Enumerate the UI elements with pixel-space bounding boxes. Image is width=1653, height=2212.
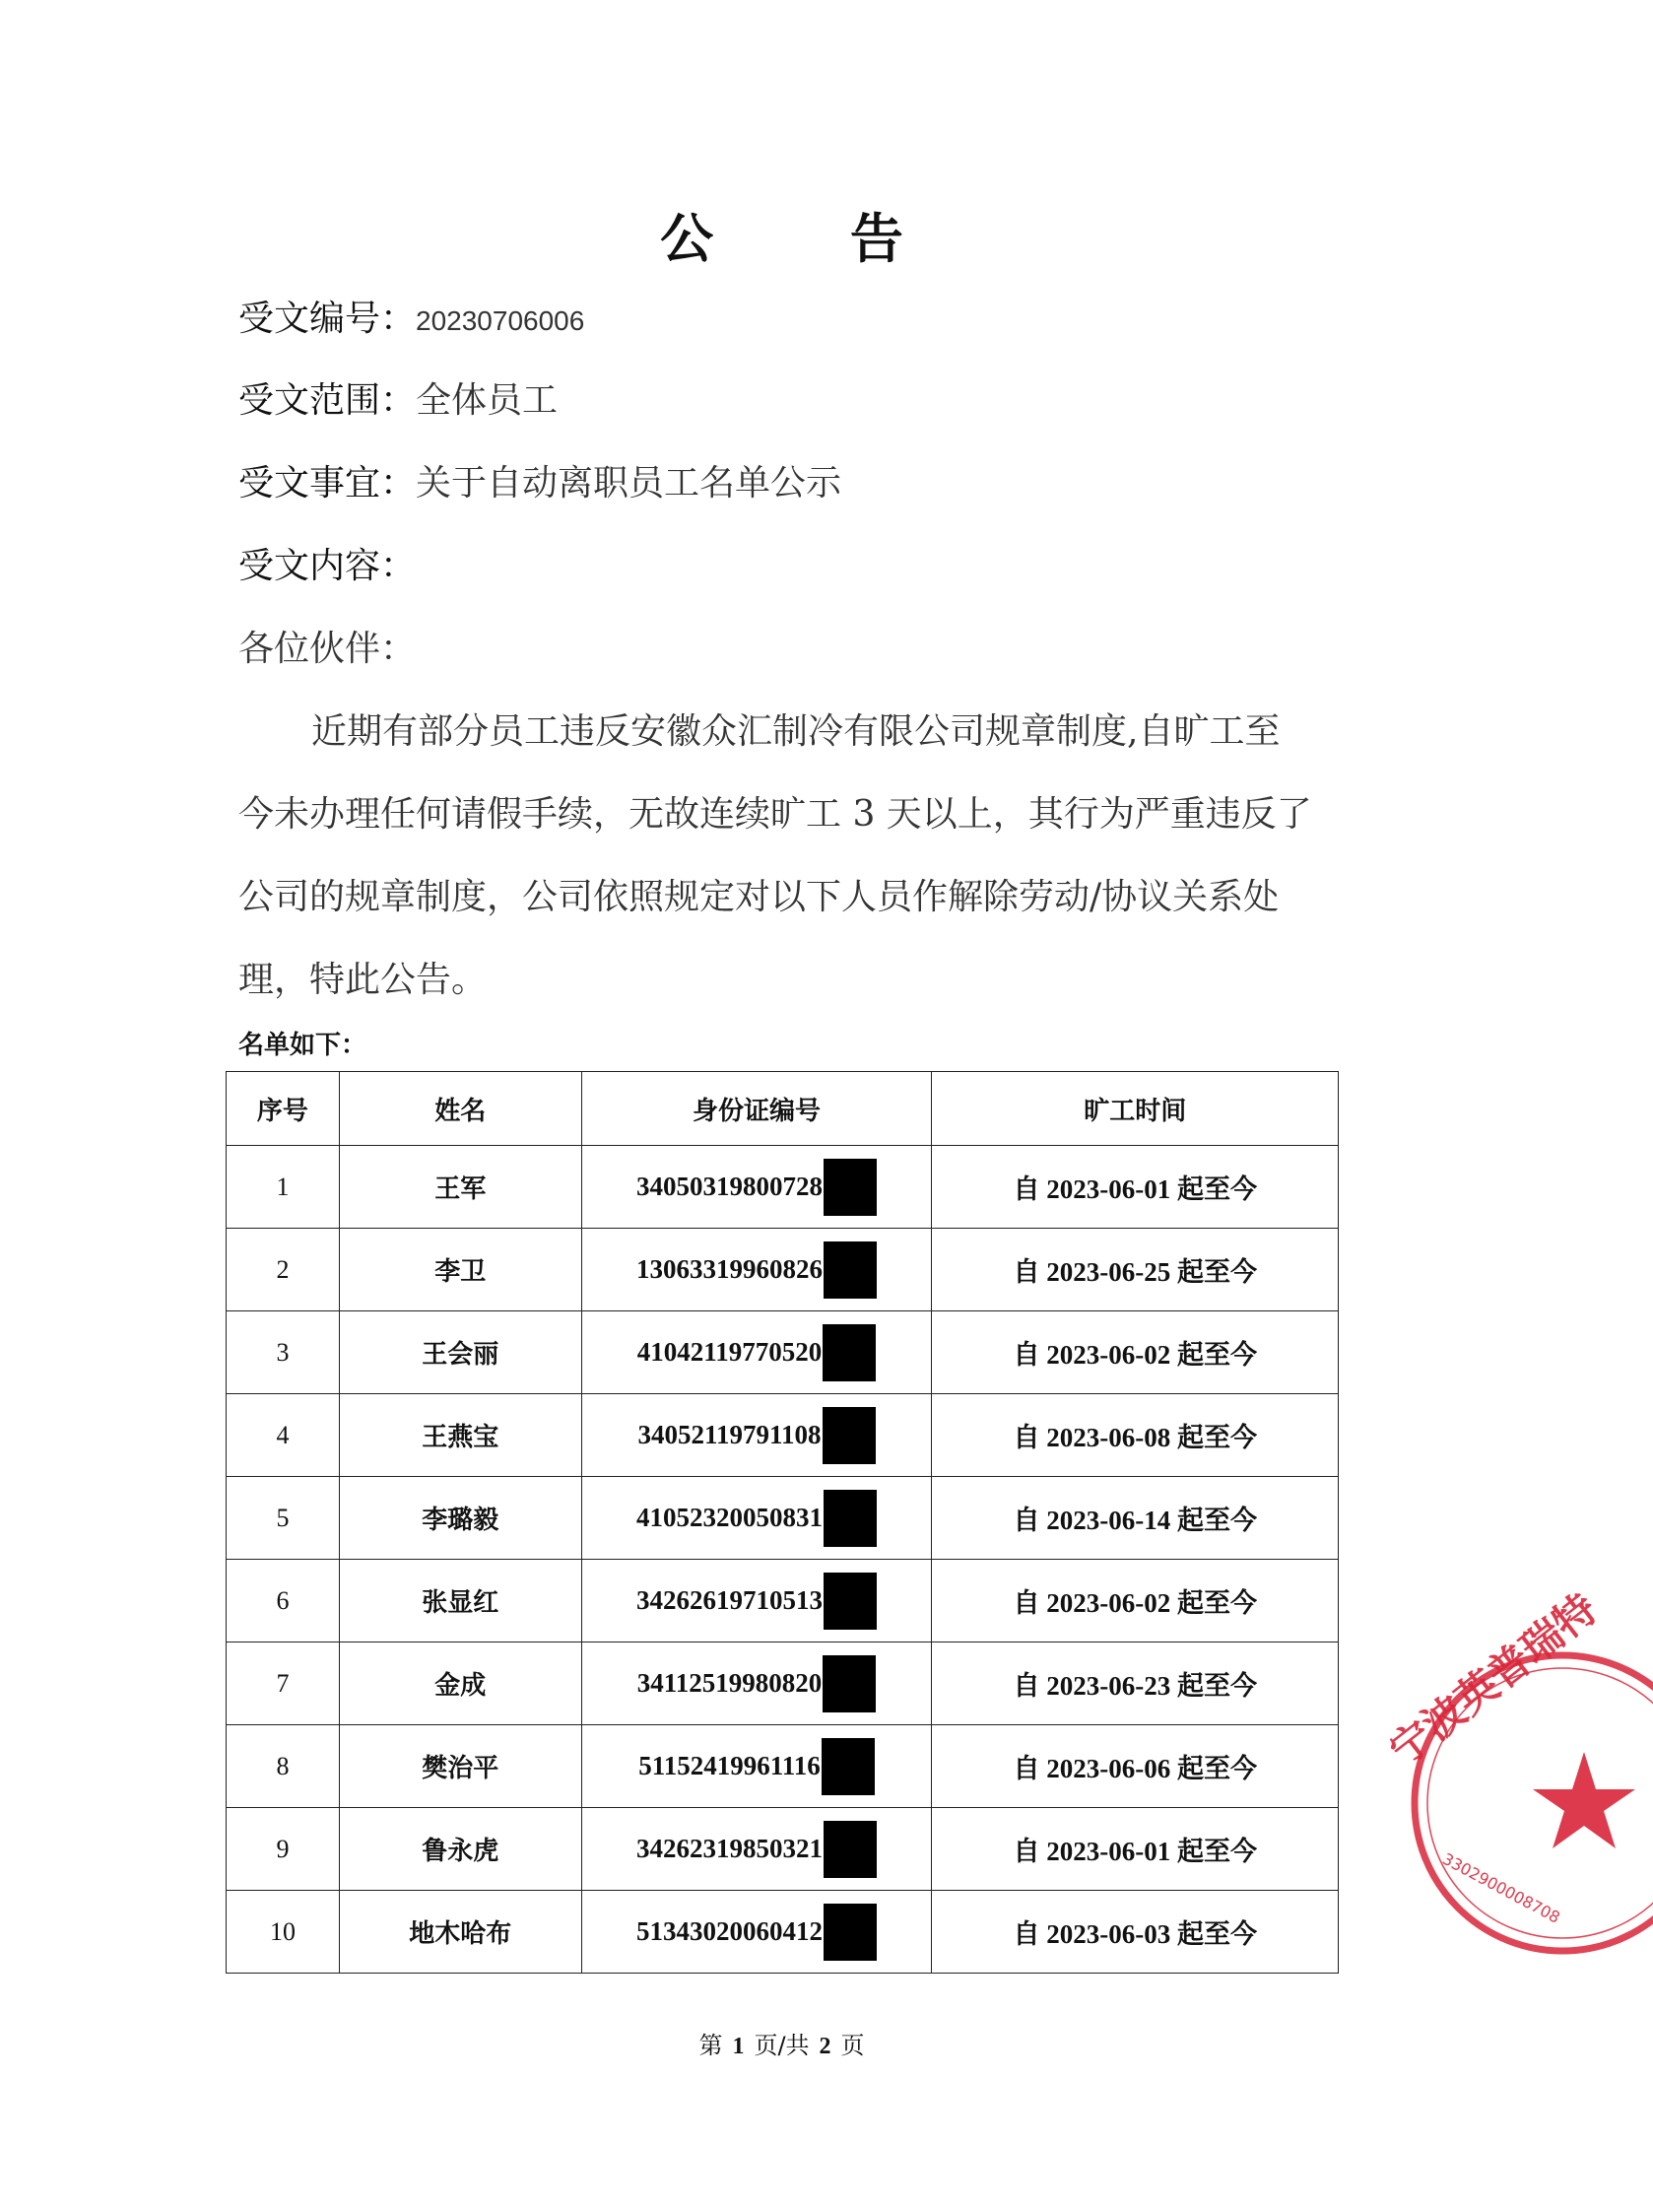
id-number: 34050319800728 — [636, 1172, 823, 1201]
row-no: 7 — [227, 1642, 340, 1725]
col-header-no: 序号 — [227, 1072, 340, 1146]
body-line-2: 今未办理任何请假手续，无故连续旷工 3 天以上，其行为严重违反了 — [238, 794, 1312, 835]
id-number: 41052320050831 — [636, 1503, 823, 1532]
field-label: 受文事宜： — [238, 463, 417, 503]
body-line-3: 公司的规章制度，公司依照规定对以下人员作解除劳动/协议关系处 — [238, 877, 1280, 917]
row-date: 自 2023-06-14 起至今 — [932, 1477, 1339, 1560]
row-date: 自 2023-06-02 起至今 — [932, 1560, 1339, 1642]
footer-prefix: 第 — [698, 2032, 723, 2059]
row-name: 张显红 — [339, 1560, 581, 1642]
id-number: 34262619710513 — [636, 1585, 823, 1615]
redaction-block — [823, 1324, 876, 1381]
row-no: 3 — [227, 1311, 340, 1394]
table-row — [227, 1725, 1339, 1808]
row-date: 自 2023-06-25 起至今 — [932, 1229, 1339, 1311]
doc-subject-field — [238, 455, 841, 505]
body-line-1: 近期有部分员工违反安徽众汇制冷有限公司规章制度,自旷工至 — [311, 711, 1281, 752]
redaction-block — [823, 1655, 876, 1712]
row-id — [581, 1229, 932, 1311]
page-footer — [0, 2026, 1563, 2060]
table-row — [227, 1146, 1339, 1229]
row-no: 4 — [227, 1394, 340, 1477]
col-header-date: 旷工时间 — [932, 1072, 1339, 1146]
greeting: 各位伙伴： — [238, 629, 417, 669]
row-name: 王会丽 — [339, 1311, 581, 1394]
row-no: 2 — [227, 1229, 340, 1311]
row-date: 自 2023-06-03 起至今 — [932, 1891, 1339, 1974]
row-no: 6 — [227, 1560, 340, 1642]
table-row — [227, 1642, 1339, 1725]
field-value: 全体员工 — [416, 380, 559, 421]
id-number: 34112519980820 — [636, 1668, 823, 1698]
row-id — [581, 1642, 932, 1725]
row-id — [581, 1725, 932, 1808]
footer-total-pages: 2 — [819, 2034, 831, 2059]
table-row — [227, 1477, 1339, 1560]
row-name: 樊治平 — [339, 1725, 581, 1808]
table-header-row — [227, 1072, 1339, 1146]
row-id — [581, 1394, 932, 1477]
table-row — [227, 1229, 1339, 1311]
row-date: 自 2023-06-08 起至今 — [932, 1394, 1339, 1477]
doc-number-field — [238, 291, 584, 341]
redaction-block — [823, 1407, 876, 1464]
absentee-table — [226, 1071, 1339, 1974]
redaction-block — [824, 1821, 877, 1878]
row-no: 8 — [227, 1725, 340, 1808]
field-value: 关于自动离职员工名单公示 — [416, 463, 842, 503]
row-date: 自 2023-06-23 起至今 — [932, 1642, 1339, 1725]
field-label: 受文编号： — [238, 299, 417, 339]
body-line-4: 理，特此公告。 — [238, 960, 488, 1000]
row-name: 王燕宝 — [339, 1394, 581, 1477]
row-date: 自 2023-06-02 起至今 — [932, 1311, 1339, 1394]
footer-page-number: 1 — [732, 2034, 745, 2059]
id-number: 34262319850321 — [636, 1834, 823, 1863]
row-no: 5 — [227, 1477, 340, 1560]
row-name: 王军 — [339, 1146, 581, 1229]
redaction-block — [824, 1241, 877, 1299]
table-row — [227, 1808, 1339, 1891]
row-name: 李璐毅 — [339, 1477, 581, 1560]
row-id — [581, 1808, 932, 1891]
company-seal — [1380, 1583, 1653, 1964]
seal-star — [1533, 1752, 1635, 1848]
row-id — [581, 1477, 932, 1560]
row-name: 李卫 — [339, 1229, 581, 1311]
row-date: 自 2023-06-06 起至今 — [932, 1725, 1339, 1808]
field-label: 受文内容： — [238, 546, 417, 586]
id-number: 51152419961116 — [638, 1751, 821, 1780]
field-label: 受文范围： — [238, 380, 417, 421]
row-name: 金成 — [339, 1642, 581, 1725]
redaction-block — [824, 1904, 877, 1961]
field-value: 20230706006 — [416, 305, 585, 336]
row-no: 1 — [227, 1146, 340, 1229]
table-row — [227, 1394, 1339, 1477]
row-no: 10 — [227, 1891, 340, 1974]
row-id — [581, 1560, 932, 1642]
footer-suffix: 页 — [840, 2032, 865, 2059]
id-number: 51343020060412 — [636, 1916, 823, 1946]
col-header-id: 身份证编号 — [581, 1072, 932, 1146]
row-no: 9 — [227, 1808, 340, 1891]
id-number: 41042119770520 — [636, 1337, 823, 1367]
row-id — [581, 1146, 932, 1229]
redaction-block — [824, 1490, 877, 1547]
list-heading: 名单如下： — [238, 1031, 367, 1060]
seal-text: 宁波英普瑞特 — [1380, 1583, 1607, 1776]
col-header-name: 姓名 — [339, 1072, 581, 1146]
row-name: 鲁永虎 — [339, 1808, 581, 1891]
table-row — [227, 1891, 1339, 1974]
row-date: 自 2023-06-01 起至今 — [932, 1146, 1339, 1229]
row-id — [581, 1311, 932, 1394]
redaction-block — [824, 1573, 877, 1630]
id-number: 13063319960826 — [636, 1254, 823, 1284]
footer-mid: 页/共 — [754, 2032, 810, 2059]
id-number: 34052119791108 — [637, 1420, 822, 1449]
table-row — [227, 1560, 1339, 1642]
doc-content-field — [238, 538, 416, 588]
row-name: 地木哈布 — [339, 1891, 581, 1974]
page-title: 公 告 — [660, 208, 962, 270]
redaction-block — [824, 1159, 877, 1216]
row-date: 自 2023-06-01 起至今 — [932, 1808, 1339, 1891]
seal-code: 3302900008708 — [1439, 1848, 1563, 1927]
table-row — [227, 1311, 1339, 1394]
row-id — [581, 1891, 932, 1974]
doc-scope-field — [238, 372, 558, 423]
redaction-block — [822, 1738, 875, 1795]
